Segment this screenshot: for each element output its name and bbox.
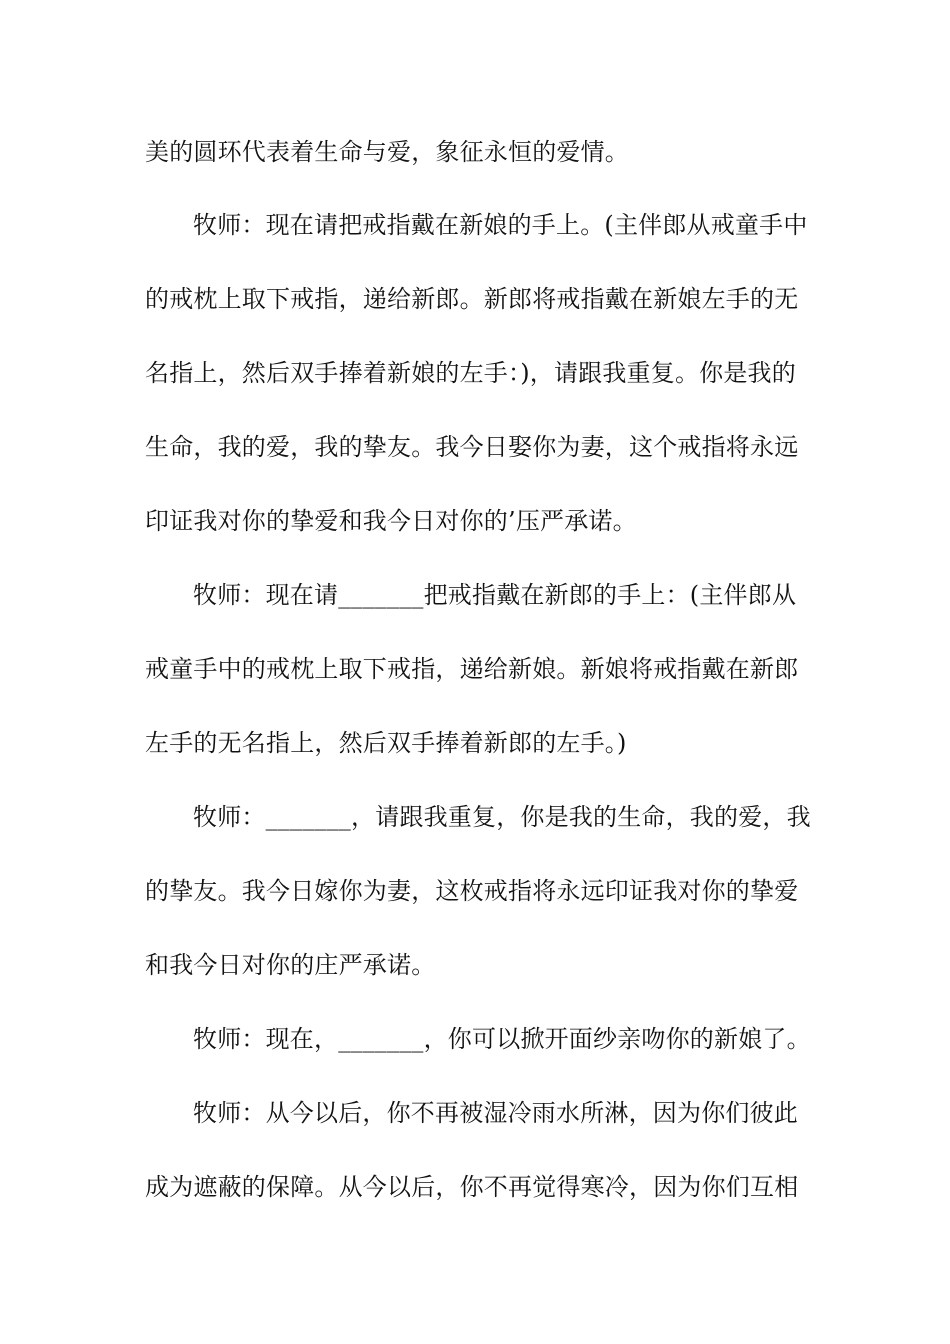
paragraph-start-line: 牧师：从今以后，你不再被湿冷雨水所淋，因为你们彼此 [193,1099,798,1127]
text-line: 左手的无名指上，然后双手捧着新郎的左手。) [145,729,627,757]
text-line: 美的圆环代表着生命与爱，象征永恒的爱情。 [145,138,629,166]
paragraph-start-line: 牧师：现在请把戒指戴在新娘的手上。(主伴郎从戒童手中 [193,211,808,239]
text-line: 生命，我的爱，我的挚友。我今日娶你为妻，这个戒指将永远 [145,433,799,461]
paragraph-start-line: 牧师：现在，_______，你可以掀开面纱亲吻你的新娘了。 [193,1025,811,1053]
text-line: 成为遮蔽的保障。从今以后，你不再觉得寒冷，因为你们互相 [145,1173,799,1201]
paragraph-start-line: 牧师：现在请_______把戒指戴在新郎的手上：(主伴郎从 [193,581,797,609]
text-line: 戒童手中的戒枕上取下戒指，递给新娘。新娘将戒指戴在新郎 [145,655,799,683]
text-line: 的戒枕上取下戒指，递给新郎。新郎将戒指戴在新娘左手的无 [145,285,799,313]
text-line: 印证我对你的挚爱和我今日对你的’压严承诺。 [145,507,637,535]
text-line: 和我今日对你的庄严承诺。 [145,951,436,979]
paragraph-start-line: 牧师：_______，请跟我重复，你是我的生命，我的爱，我 [193,803,811,831]
text-line: 的挚友。我今日嫁你为妻，这枚戒指将永远印证我对你的挚爱 [145,877,799,905]
text-line: 名指上，然后双手捧着新娘的左手：)，请跟我重复。你是我的 [145,359,796,387]
